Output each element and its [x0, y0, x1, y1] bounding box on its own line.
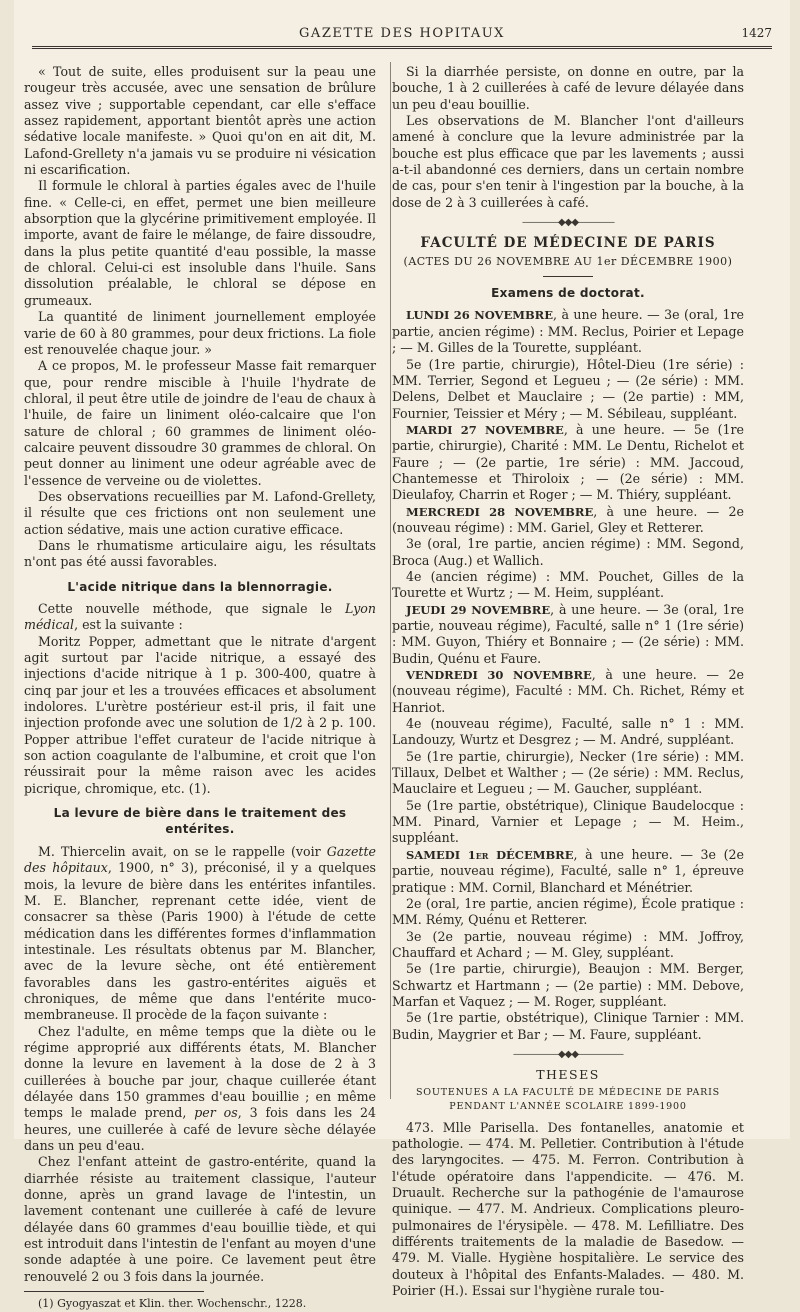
exam-entry: 5e (1re partie, chirurgie), Hôtel-Dieu (1re série) : MM. Terrier, Segond et Legueu ; — (2e série) : MM. Delens, Delbet et Mauclaire ; — (2e partie) : MM, Fournier, Teissier et Méry ; — M. Sébileau, suppléant. — [392, 356, 744, 421]
exam-entry: LUNDI 26 NOVEMBRE, à une heure. — 3e (oral, 1re partie, ancien régime) : MM. Reclus, Poirier et Lepage ; — M. Gilles de la Tourette, suppléant. — [392, 307, 744, 356]
column-divider — [390, 62, 391, 1099]
paragraph: Les observations de M. Blancher l'ont d'ailleurs amené à conclure que la levure administrée par la bouche est plus efficace que par les lavements ; aussi a-t-il abandonné ces derniers, dans un certain nombre de cas, pour s'en tenir à l'ingestion par la bouche, à la dose de 2 à 3 cuillerées à café. — [392, 113, 744, 210]
header-rule — [32, 46, 772, 49]
ornament-divider: ————◆◆◆———— — [521, 217, 615, 229]
exam-entry: 4e (nouveau régime), Faculté, salle n° 1 : MM. Landouzy, Wurtz et Desgrez ; — M. André, suppléant. — [392, 716, 744, 748]
section-heading-acide-nitrique: L'acide nitrique dans la blennorragie. — [67, 579, 333, 594]
paragraph: Cette nouvelle méthode, que signale le Lyon médical, est la suivante : — [24, 601, 376, 633]
exam-day: MARDI 27 NOVEMBRE — [406, 422, 564, 437]
ornament-divider: —————◆◆◆————— — [512, 1048, 624, 1060]
journal-title: GAZETTE DES HOPITAUX — [299, 26, 505, 41]
examens-heading: Examens de doctorat. — [491, 286, 645, 301]
paragraph: Si la diarrhée persiste, on donne en outre, par la bouche, 1 à 2 cuillerées à café de levure délayée dans un peu d'eau bouillie. — [392, 64, 744, 112]
paragraph: A ce propos, M. le professeur Masse fait remarquer que, pour rendre miscible à l'huile l'hydrate de chloral, il peut être utile de joindre de l'eau de chaux à l'huile, de faire un liniment oléo-calcaire que l'on sature de chloral ; 60 grammes de liniment oléo-calcaire peuvent dissoudre 30 grammes de chloral. On peut donner au liniment une odeur agréable avec de l'essence de verveine ou de violettes. — [24, 358, 376, 488]
left-column — [24, 64, 386, 1311]
short-rule — [543, 276, 593, 277]
paragraph: Moritz Popper, admettant que le nitrate d'argent agit surtout par l'acide nitrique, a essayé des injections d'acide nitrique à 1 p. 300-400, quatre à cinq par jour et les a trouvées efficaces et absolument indolores. L'urètre postérieur est-il pris, il fait une injection profonde avec une solution de 1/2 à 2 p. 100. Popper attribue l'effet curateur de l'acide nitrique à son action coagulante de l'albumine, et croit que l'on réussirait pour la même raison avec les acides picrique, chromique, etc. (1). — [24, 633, 376, 796]
section-heading-levure: La levure de bière dans le traitement des entérites. — [53, 806, 347, 837]
exam-entry: 3e (2e partie, nouveau régime) : MM. Joffroy, Chauffard et Achard ; — M. Gley, suppléant. — [392, 928, 744, 960]
paragraph: Dans le rhumatisme articulaire aigu, les résultats n'ont pas été aussi favorables. — [24, 537, 376, 570]
exam-entry: 3e (oral, 1re partie, ancien régime) : MM. Segond, Broca (Aug.) et Wallich. — [392, 536, 744, 568]
faculte-heading: FACULTÉ DE MÉDECINE DE PARIS — [420, 235, 716, 252]
exam-day: MERCREDI 28 NOVEMBRE — [406, 504, 594, 519]
journal-reference: Lyon médical — [24, 601, 376, 633]
exam-entry: MERCREDI 28 NOVEMBRE, à une heure. — 2e (nouveau régime) : MM. Gariel, Gley et Retterer. — [392, 503, 744, 535]
exam-entry: JEUDI 29 NOVEMBRE, à une heure. — 3e (oral, 1re partie, nouveau régime), Faculté, salle n° 1 (1re série) : MM. Guyon, Thiéry et Bonnaire ; — (2e série) : MM. Budin, Quénu et Faure. — [392, 601, 744, 666]
faculte-subtitle: (ACTES DU 26 NOVEMBRE AU 1er DÉCEMBRE 1900) — [403, 254, 733, 268]
exam-entry: MARDI 27 NOVEMBRE, à une heure. — 5e (1re partie, chirurgie), Charité : MM. Le Dentu, Richelot et Faure ; — (2e partie, 1re série) : MM. Jaccoud, Chantemesse et Thiroloix ; — (2e série) : MM. Dieulafoy, Charrin et Roger ; — M. Thiéry, suppléant. — [392, 421, 744, 503]
exam-entry: 5e (1re partie, obstétrique), Clinique Tarnier : MM. Budin, Maygrier et Bar ; — M. Faure, suppléant. — [392, 1010, 744, 1042]
exam-day: LUNDI 26 NOVEMBRE — [406, 308, 554, 323]
paragraph: « Tout de suite, elles produisent sur la peau une rougeur très accusée, avec une sensation de brûlure assez vive ; supportable cependant, car elle s'efface assez rapidement, apportant bientôt après une action sédative locale manifeste. » Quoi qu'on en ait dit, M. Lafond-Grellety n'a jamais vu se produire ni vésication ni escarification. — [24, 64, 376, 178]
paragraph: M. Thiercelin avait, on se le rappelle (voir Gazette des hôpitaux, 1900, n° 3), préconisé, il y a quelques mois, la levure de bière dans les entérites infantiles. M. E. Blancher, reprenant cette idée, vient de consacrer sa thèse (Paris 1900) à l'étude de cette médication dans les différentes formes d'inflammation intestinale. Les résultats obtenus par M. Blancher, avec de la levure sèche, ont été entièrement favorables dans les gastro-entérites aiguës et chroniques, de même que dans l'entérite muco-membraneuse. Il procède de la façon suivante : — [24, 843, 376, 1023]
page — [14, 0, 790, 1311]
exam-day: JEUDI 29 NOVEMBRE — [406, 602, 551, 617]
page-header — [32, 26, 772, 46]
exam-entry: 4e (ancien régime) : MM. Pouchet, Gilles de la Tourette et Wurtz ; — M. Heim, suppléant. — [392, 568, 744, 601]
exam-day: SAMEDI 1er DÉCEMBRE — [406, 847, 574, 862]
paragraph: La quantité de liniment journellement employée varie de 60 à 80 grammes, pour deux frictions. La fiole est renouvelée chaque jour. » — [24, 309, 376, 357]
right-column — [392, 64, 744, 1299]
exam-entry: VENDREDI 30 NOVEMBRE, à une heure. — 2e (nouveau régime), Faculté : MM. Ch. Richet, Rémy et Hanriot. — [392, 667, 744, 715]
footnote-rule — [24, 1291, 204, 1292]
page-number: 1427 — [741, 26, 772, 40]
paragraph: Chez l'adulte, en même temps que la diète ou le régime approprié aux différents états, M. Blancher donne la levure en lavement à la dose de 2 à 3 cuillerées à bouche par jour, chaque cuillerée étant délayée dans 150 grammes d'eau bouillie ; en même temps le malade prend, per os, 3 fois dans les 24 heures, une cuillerée à café de levure sèche délayée dans un peu d'eau. — [24, 1023, 376, 1153]
exam-entry: 5e (1re partie, obstétrique), Clinique Baudelocque : MM. Pinard, Varnier et Lepage ; — M. Heim., suppléant. — [392, 797, 744, 846]
journal-reference: Gazette des hôpitaux — [24, 843, 376, 876]
exam-entry: 5e (1re partie, chirurgie), Necker (1re série) : MM. Tillaux, Delbet et Walther ; — (2e série) : MM. Reclus, Mauclaire et Legueu ; — M. Gaucher, suppléant. — [392, 748, 744, 797]
paragraph: Il formule le chloral à parties égales avec de l'huile fine. « Celle-ci, en effet, permet une bien meilleure absorption que la glycérine primitivement employée. Il importe, avant de faire le mélange, de faire dissoudre, dans la plus petite quantité d'eau possible, la masse de chloral. Celui-ci est insoluble dans l'huile. Sans dissolution préalable, le chloral se dépose en grumeaux. — [24, 178, 376, 308]
exam-entry: 5e (1re partie, chirurgie), Beaujon : MM. Berger, Schwartz et Hartmann ; — (2e partie) : MM. Debove, Marfan et Vaquez ; — M. Roger, suppléant. — [392, 961, 744, 1009]
exam-day: VENDREDI 30 NOVEMBRE — [406, 668, 592, 683]
exam-entry: 2e (oral, 1re partie, ancien régime), École pratique : MM. Rémy, Quénu et Retterer. — [392, 895, 744, 928]
exam-entry: SAMEDI 1er DÉCEMBRE, à une heure. — 3e (2e partie, nouveau régime), Faculté, salle n° 1, épreuve pratique : MM. Cornil, Blanchard et Ménétrier. — [392, 846, 744, 895]
paragraph: Chez l'enfant atteint de gastro-entérite, quand la diarrhée résiste au traitement classique, l'auteur donne, après un grand lavage de l'intestin, un lavement contenant une cuillerée à café de levure délayée dans 60 grammes d'eau bouillie tiède, et qui est introduit dans l'intestin de l'enfant au moyen d'une sonde adaptée à une poire. Ce lavement peut être renouvelé 2 ou 3 fois dans la journée. — [24, 1154, 376, 1284]
theses-subtitle: SOUTENUES A LA FACULTÉ DE MÉDECINE DE PARIS PENDANT L'ANNÉE SCOLAIRE 1899-1900 — [416, 1086, 720, 1112]
theses-list: 473. Mlle Parisella. Des fontanelles, anatomie et pathologie. — 474. M. Pelletier. Contribution à l'étude des laryngocites. — 475. M. Ferron. Contribution à l'étude opératoire dans l'appendicite. — 476. M. Druault. Recherche sur la pathogénie de l'amaurose quinique. — 477. M. Andrieux. Complications pleuro-pulmonaires de l'érysipèle. — 478. M. Lefilliatre. Des différents traitements de la maladie de Basedow. — 479. M. Vialle. Hygiène hospitalière. Le service des douteux à l'hôpital des Enfants-Malades. — 480. M. Poirier (H.). Essai sur l'hygiène rurale tou- — [392, 1119, 744, 1299]
theses-heading: THESES — [536, 1067, 600, 1083]
paragraph: Des observations recueillies par M. Lafond-Grellety, il résulte que ces frictions ont non seulement une action sédative, mais une action curative efficace. — [24, 488, 376, 537]
footnote: (1) Gyogyaszat et Klin. ther. Wochenschr., 1228. — [38, 1297, 307, 1311]
